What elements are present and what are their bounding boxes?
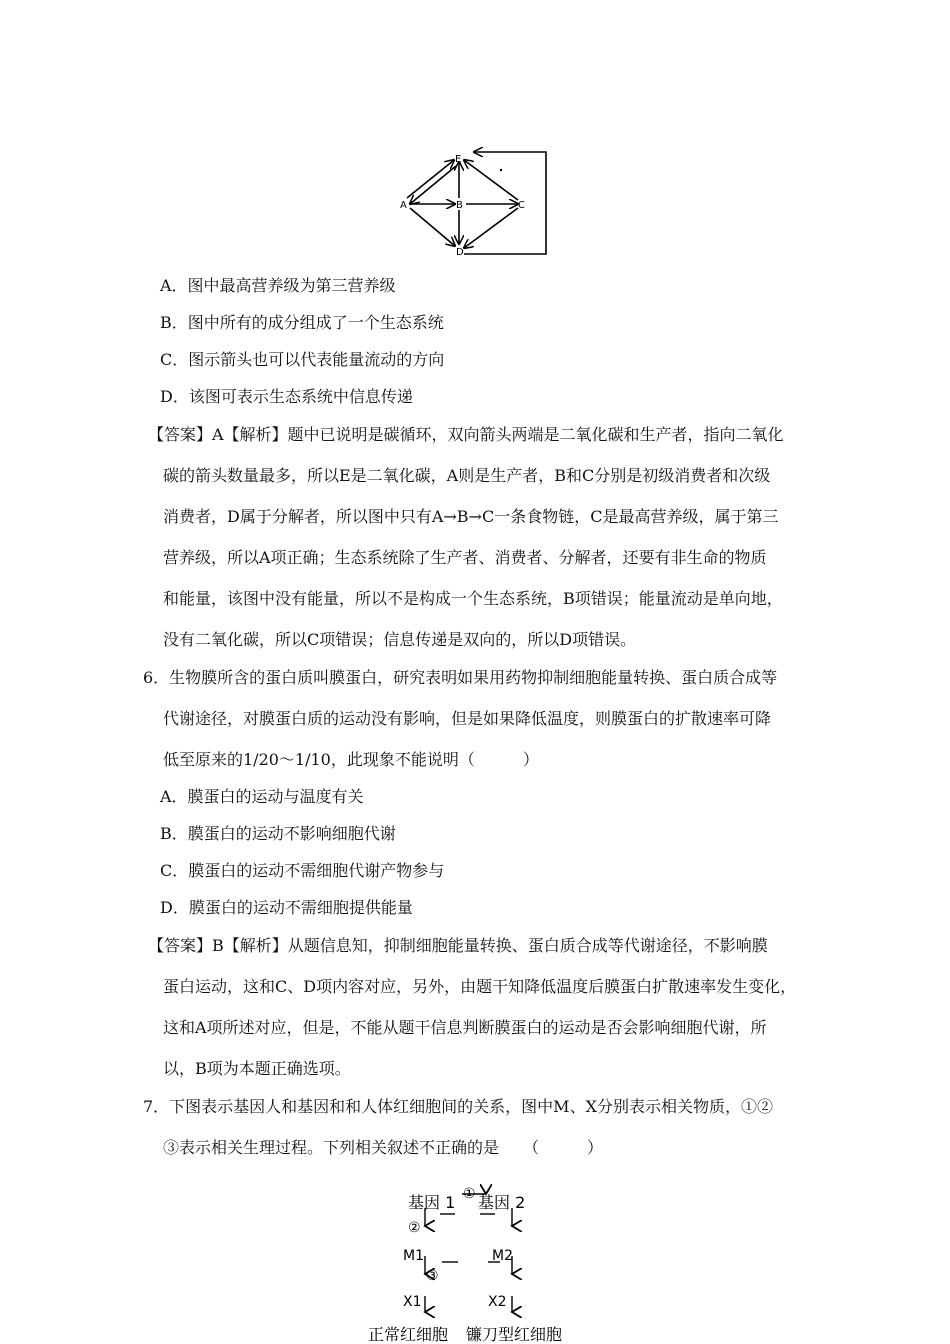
q5-answer-line: 碳的箭头数量最多，所以E是二氧化碳，A则是生产者，B和C分别是初级消费者和次级	[163, 466, 771, 485]
q5-option-b: B．图中所有的成分组成了一个生态系统	[160, 313, 444, 332]
arrow-c-to-e	[464, 160, 518, 200]
q6-option-c: C．膜蛋白的运动不需细胞代谢产物参与	[160, 861, 445, 880]
q5-option-d: D．该图可表示生态系统中信息传递	[160, 387, 413, 406]
x1-label: X1	[403, 1294, 422, 1310]
q5-answer-line: 没有二氧化碳，所以C项错误；信息传递是双向的，所以D项错误。	[163, 630, 637, 649]
q5-option-c: C．图示箭头也可以代表能量流动的方向	[160, 350, 445, 369]
arrow-e-to-a	[410, 166, 456, 204]
normal-rbc-label: 正常红细胞	[368, 1325, 449, 1344]
node-c-label: C	[518, 200, 525, 211]
q6-answer-line: 蛋白运动，这和C、D项内容对应，另外，由题干知降低温度后膜蛋白扩散速率发生变化，	[163, 977, 797, 996]
gene1-label: 基因 1	[408, 1193, 456, 1212]
q5-option-a: A．图中最高营养级为第三营养级	[160, 276, 396, 295]
node-e-label: E	[455, 154, 462, 165]
q6-answer-line: 【答案】B【解析】从题信息知，抑制细胞能量转换、蛋白质合成等代谢途径，不影响膜	[148, 936, 768, 955]
x2-label: X2	[488, 1294, 507, 1310]
q5-answer-line: 消费者，D属于分解者，所以图中只有A→B→C一条食物链，C是最高营养级，属于第三	[163, 507, 779, 526]
node-a-label: A	[400, 200, 407, 211]
node-d-label: D	[456, 247, 464, 258]
q5-answer-line: 营养级，所以A项正确；生态系统除了生产者、消费者、分解者，还要有非生命的物质	[163, 548, 767, 567]
node-b-label: B	[456, 200, 463, 211]
q7-stem-line: ③表示相关生理过程。下列相关叙述不正确的是 （ ）	[163, 1138, 604, 1157]
q5-answer-line: 【答案】A【解析】题中已说明是碳循环，双向箭头两端是二氧化碳和生产者，指向二氧化	[148, 425, 784, 444]
q5-answer-line: 和能量，该图中没有能量，所以不是构成一个生态系统，B项错误；能量流动是单向地，	[163, 589, 783, 608]
process-1-label: ①	[463, 1186, 476, 1202]
arrow-a-to-e	[407, 160, 454, 198]
m2-label: M2	[492, 1248, 513, 1264]
q6-answer-line: 这和A项所述对应，但是，不能从题干信息判断膜蛋白的运动是否会影响细胞代谢，所	[163, 1018, 767, 1037]
arrow-c-to-d	[464, 208, 518, 248]
gene-diagram	[0, 1164, 950, 1344]
q6-stem-line: 6．生物膜所含的蛋白质叫膜蛋白，研究表明如果用药物抑制细胞能量转换、蛋白质合成等	[143, 668, 778, 687]
arrow-a-to-d	[410, 208, 455, 246]
q6-answer-line: 以，B项为本题正确选项。	[163, 1059, 351, 1078]
q6-stem-line: 代谢途径，对膜蛋白质的运动没有影响，但是如果降低温度，则膜蛋白的扩散速率可降	[163, 709, 772, 728]
m1-label: M1	[403, 1248, 424, 1264]
carbon-cycle-diagram	[0, 0, 950, 270]
process-3-label: ③	[426, 1268, 439, 1284]
process-2-label: ②	[408, 1220, 421, 1236]
q7-stem-line: 7．下图表示基因人和基因和和人体红细胞间的关系，图中M、X分别表示相关物质，①②	[143, 1097, 773, 1116]
q6-option-a: A．膜蛋白的运动与温度有关	[160, 787, 364, 806]
q6-option-b: B．膜蛋白的运动不影响细胞代谢	[160, 824, 396, 843]
sickle-rbc-label: 镰刀型红细胞	[466, 1325, 563, 1344]
gene2-label: 基因 2	[478, 1193, 526, 1212]
q6-option-d: D．膜蛋白的运动不需细胞提供能量	[160, 898, 413, 917]
q6-stem-line: 低至原来的1/20～1/10，此现象不能说明（ ）	[163, 750, 539, 769]
